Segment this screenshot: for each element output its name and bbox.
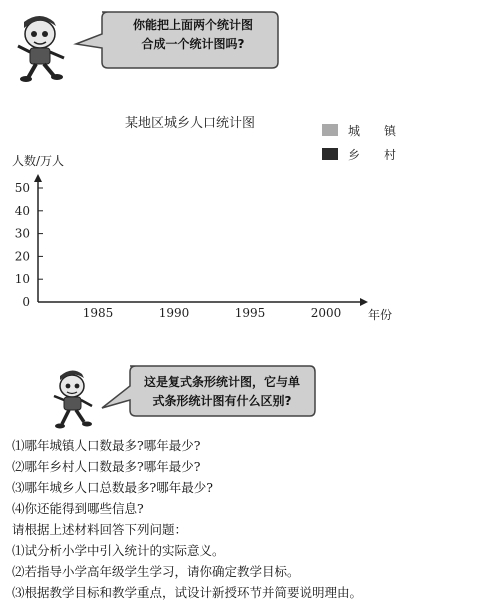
question-line-2: ⑵哪年乡村人口数最多?哪年最少? [12, 459, 201, 474]
cartoon-kid-2-icon [48, 370, 100, 432]
task-line-2: ⑵若指导小学高年级学生学习，请你确定教学目标。 [12, 564, 300, 579]
legend-item-urban [322, 122, 402, 138]
instruction-line: 请根据上述材料回答下列问题： [12, 522, 188, 537]
bubble-2-line-1: 这是复式条形统计图，它与单 [143, 375, 300, 389]
legend-label-urban: 城 镇 [348, 123, 403, 138]
y-tick-label: 50 [14, 181, 30, 195]
y-tick-label: 40 [14, 203, 30, 218]
question-line-3: ⑶哪年城乡人口总数最多?哪年最少? [12, 480, 213, 495]
y-tick-label: 0 [22, 295, 30, 309]
legend-label-rural: 乡 村 [348, 147, 403, 162]
y-axis-label: 人数/万人 [12, 154, 65, 168]
cartoon-kid-icon [10, 12, 72, 84]
y-tick-label: 20 [14, 249, 30, 264]
chart-title: 某地区城乡人口统计图 [125, 116, 256, 131]
y-axis-arrow [34, 174, 42, 182]
x-tick-label: 1995 [234, 306, 266, 320]
y-tick-label: 10 [14, 272, 30, 287]
x-axis-arrow [360, 298, 368, 306]
y-tick-label: 30 [14, 226, 30, 241]
question-line-4: ⑷你还能得到哪些信息? [12, 501, 144, 516]
x-tick-label: 1985 [82, 306, 114, 320]
question-line-1: ⑴哪年城镇人口数最多?哪年最少? [12, 438, 201, 453]
bubble-2-text [132, 373, 312, 411]
bubble-2-line-2: 式条形统计图有什么区别? [152, 394, 292, 408]
x-axis-label: 年份 [368, 308, 393, 322]
bubble-1-line-2: 合成一个统计图吗? [141, 37, 245, 51]
x-tick-label: 1990 [158, 306, 190, 320]
task-line-1: ⑴试分析小学中引入统计的实际意义。 [12, 543, 225, 558]
bubble-1-line-1: 你能把上面两个统计图 [132, 18, 253, 32]
legend-swatch-rural [322, 148, 338, 160]
x-tick-label: 2000 [310, 306, 342, 320]
legend-swatch-urban [322, 124, 338, 136]
bubble-1-text [108, 16, 278, 54]
legend [322, 122, 402, 162]
task-line-3: ⑶根据教学目标和教学重点，试设计新授环节并简要说明理由。 [12, 585, 363, 600]
chart-plot [0, 160, 481, 335]
